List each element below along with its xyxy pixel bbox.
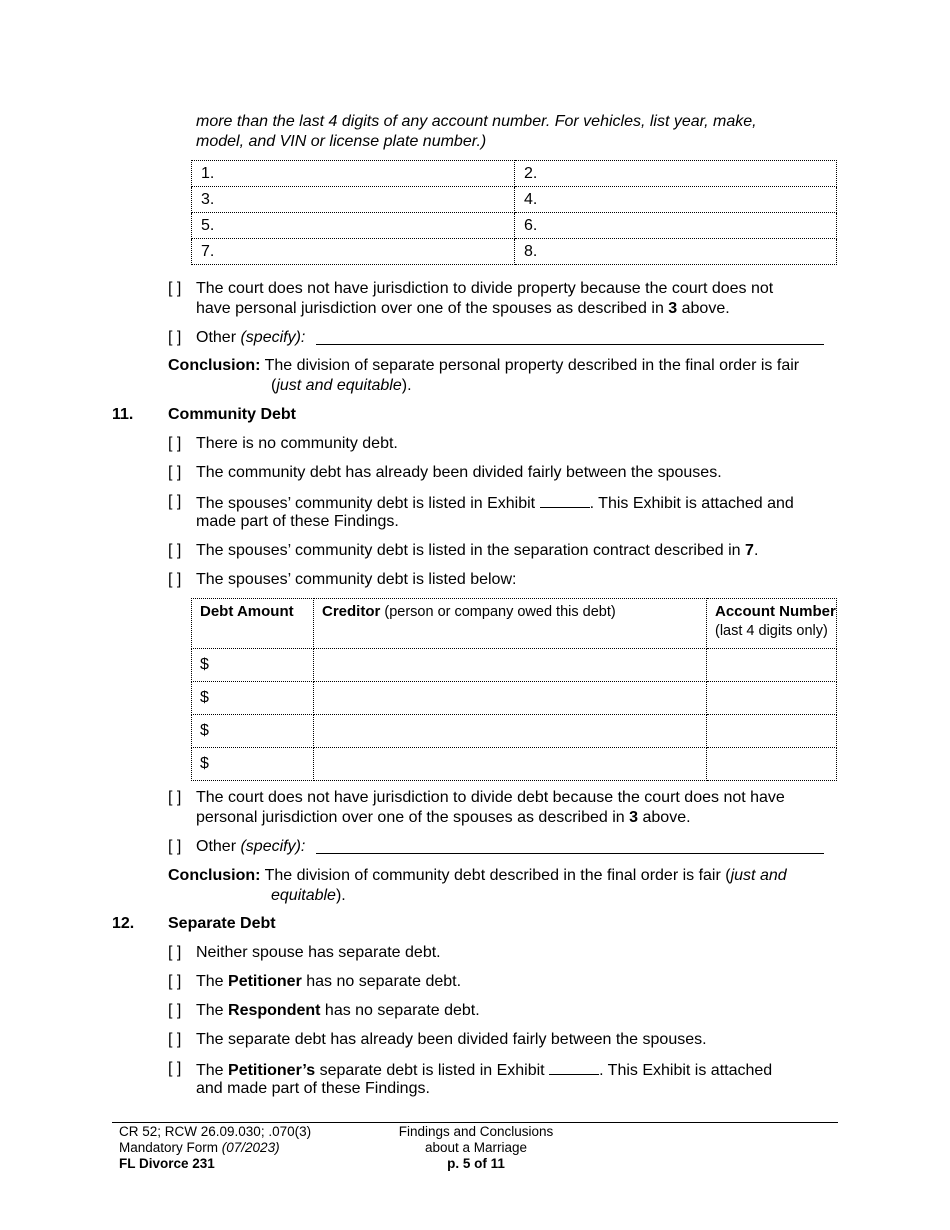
separate-debt-option-4: The separate debt has already been divided fairly between the spouses. xyxy=(196,1031,707,1048)
creditor-cell[interactable] xyxy=(314,682,707,715)
table-row xyxy=(192,161,837,187)
table-row xyxy=(192,187,837,213)
table-header-row xyxy=(192,599,837,649)
section-number: 12. xyxy=(112,915,135,932)
checkbox[interactable]: [ ] xyxy=(168,493,182,510)
creditor-cell[interactable] xyxy=(314,649,707,682)
separate-debt-option-5: The Petitioner’s separate debt is listed in Exhibit . This Exhibit is attached xyxy=(196,1059,772,1081)
section-number: 11. xyxy=(112,406,134,423)
checkbox[interactable]: [ ] xyxy=(168,435,182,452)
debt-amount-cell[interactable]: $ xyxy=(192,682,314,715)
exhibit-blank[interactable] xyxy=(540,492,590,508)
header-creditor: Creditor (person or company owed this debt) xyxy=(314,599,707,649)
table-row xyxy=(192,748,837,781)
community-debt-option-1: There is no community debt. xyxy=(196,435,398,452)
checkbox[interactable]: [ ] xyxy=(168,789,182,806)
account-number-cell[interactable] xyxy=(707,715,837,748)
community-debt-option-5: The spouses’ community debt is listed below: xyxy=(196,571,517,588)
table-cell[interactable]: 3. xyxy=(192,187,515,213)
separate-debt-option-3: The Respondent has no separate debt. xyxy=(196,1002,480,1019)
debt-amount-cell[interactable]: $ xyxy=(192,748,314,781)
other-specify-line[interactable] xyxy=(316,344,824,345)
footer-citation: CR 52; RCW 26.09.030; .070(3) xyxy=(119,1124,312,1139)
conclusion-debt-line-2: equitable). xyxy=(271,887,346,904)
community-debt-option-3: The spouses’ community debt is listed in Exhibit . This Exhibit is attached and xyxy=(196,492,794,514)
community-debt-option-2: The community debt has already been divided fairly between the spouses. xyxy=(196,464,722,481)
checkbox[interactable]: [ ] xyxy=(168,944,182,961)
table-cell[interactable]: 8. xyxy=(515,239,837,265)
community-debt-option-4: The spouses’ community debt is listed in the separation contract described in 7. xyxy=(196,542,759,559)
checkbox[interactable]: [ ] xyxy=(168,973,182,990)
account-number-cell[interactable] xyxy=(707,649,837,682)
table-row xyxy=(192,649,837,682)
debt-amount-cell[interactable]: $ xyxy=(192,649,314,682)
conclusion-debt-line-1: Conclusion: The division of community debt described in the final order is fair (just and xyxy=(168,867,787,884)
separate-debt-option-1: Neither spouse has separate debt. xyxy=(196,944,441,961)
no-jurisdiction-debt-line-1: The court does not have jurisdiction to divide debt because the court does not have xyxy=(196,789,785,806)
no-jurisdiction-debt-line-2: personal jurisdiction over one of the spouses as described in 3 above. xyxy=(196,809,691,826)
header-account-number: Account Number (last 4 digits only) xyxy=(707,599,837,649)
table-cell[interactable]: 2. xyxy=(515,161,837,187)
intro-line-2: model, and VIN or license plate number.) xyxy=(196,133,487,150)
conclusion-property-line-2: (just and equitable). xyxy=(271,377,412,394)
checkbox[interactable]: [ ] xyxy=(168,571,182,588)
community-debt-option-3-line-2: made part of these Findings. xyxy=(196,513,399,530)
checkbox[interactable]: [ ] xyxy=(168,280,182,297)
footer-divider xyxy=(112,1122,838,1123)
section-title: Separate Debt xyxy=(168,915,276,932)
section-title: Community Debt xyxy=(168,406,296,423)
checkbox[interactable]: [ ] xyxy=(168,1031,182,1048)
creditor-cell[interactable] xyxy=(314,715,707,748)
checkbox[interactable]: [ ] xyxy=(168,329,182,346)
conclusion-property-line-1: Conclusion: The division of separate personal property described in the final order is fair xyxy=(168,357,800,374)
footer-title-line-2: about a Marriage xyxy=(424,1140,528,1155)
account-number-cell[interactable] xyxy=(707,748,837,781)
footer-page-number: p. 5 of 11 xyxy=(447,1156,505,1171)
footer-form-number: FL Divorce 231 xyxy=(119,1156,215,1171)
table-cell[interactable]: 1. xyxy=(192,161,515,187)
table-cell[interactable]: 6. xyxy=(515,213,837,239)
checkbox[interactable]: [ ] xyxy=(168,1002,182,1019)
account-number-cell[interactable] xyxy=(707,682,837,715)
table-row xyxy=(192,715,837,748)
intro-line-1: more than the last 4 digits of any account number. For vehicles, list year, make, xyxy=(196,113,757,130)
table-row xyxy=(192,213,837,239)
table-cell[interactable]: 5. xyxy=(192,213,515,239)
checkbox[interactable]: [ ] xyxy=(168,1060,182,1077)
no-jurisdiction-property-line-2: have personal jurisdiction over one of the spouses as described in 3 above. xyxy=(196,300,730,317)
other-specify-property: Other (specify): xyxy=(196,329,306,346)
table-row xyxy=(192,682,837,715)
checkbox[interactable]: [ ] xyxy=(168,838,182,855)
other-specify-debt: Other (specify): xyxy=(196,838,306,855)
footer-form-type: Mandatory Form (07/2023) xyxy=(119,1140,280,1155)
property-table xyxy=(191,160,837,265)
separate-debt-option-2: The Petitioner has no separate debt. xyxy=(196,973,462,990)
other-specify-line[interactable] xyxy=(316,853,824,854)
checkbox[interactable]: [ ] xyxy=(168,464,182,481)
exhibit-blank[interactable] xyxy=(549,1059,599,1075)
debt-amount-cell[interactable]: $ xyxy=(192,715,314,748)
no-jurisdiction-property-line-1: The court does not have jurisdiction to divide property because the court does not xyxy=(196,280,774,297)
separate-debt-option-5-line-2: and made part of these Findings. xyxy=(196,1080,430,1097)
table-cell[interactable]: 4. xyxy=(515,187,837,213)
community-debt-table xyxy=(191,598,837,781)
footer-title-line-1: Findings and Conclusions xyxy=(398,1124,554,1139)
header-debt-amount: Debt Amount xyxy=(192,599,314,649)
checkbox[interactable]: [ ] xyxy=(168,542,182,559)
table-cell[interactable]: 7. xyxy=(192,239,515,265)
table-row xyxy=(192,239,837,265)
creditor-cell[interactable] xyxy=(314,748,707,781)
